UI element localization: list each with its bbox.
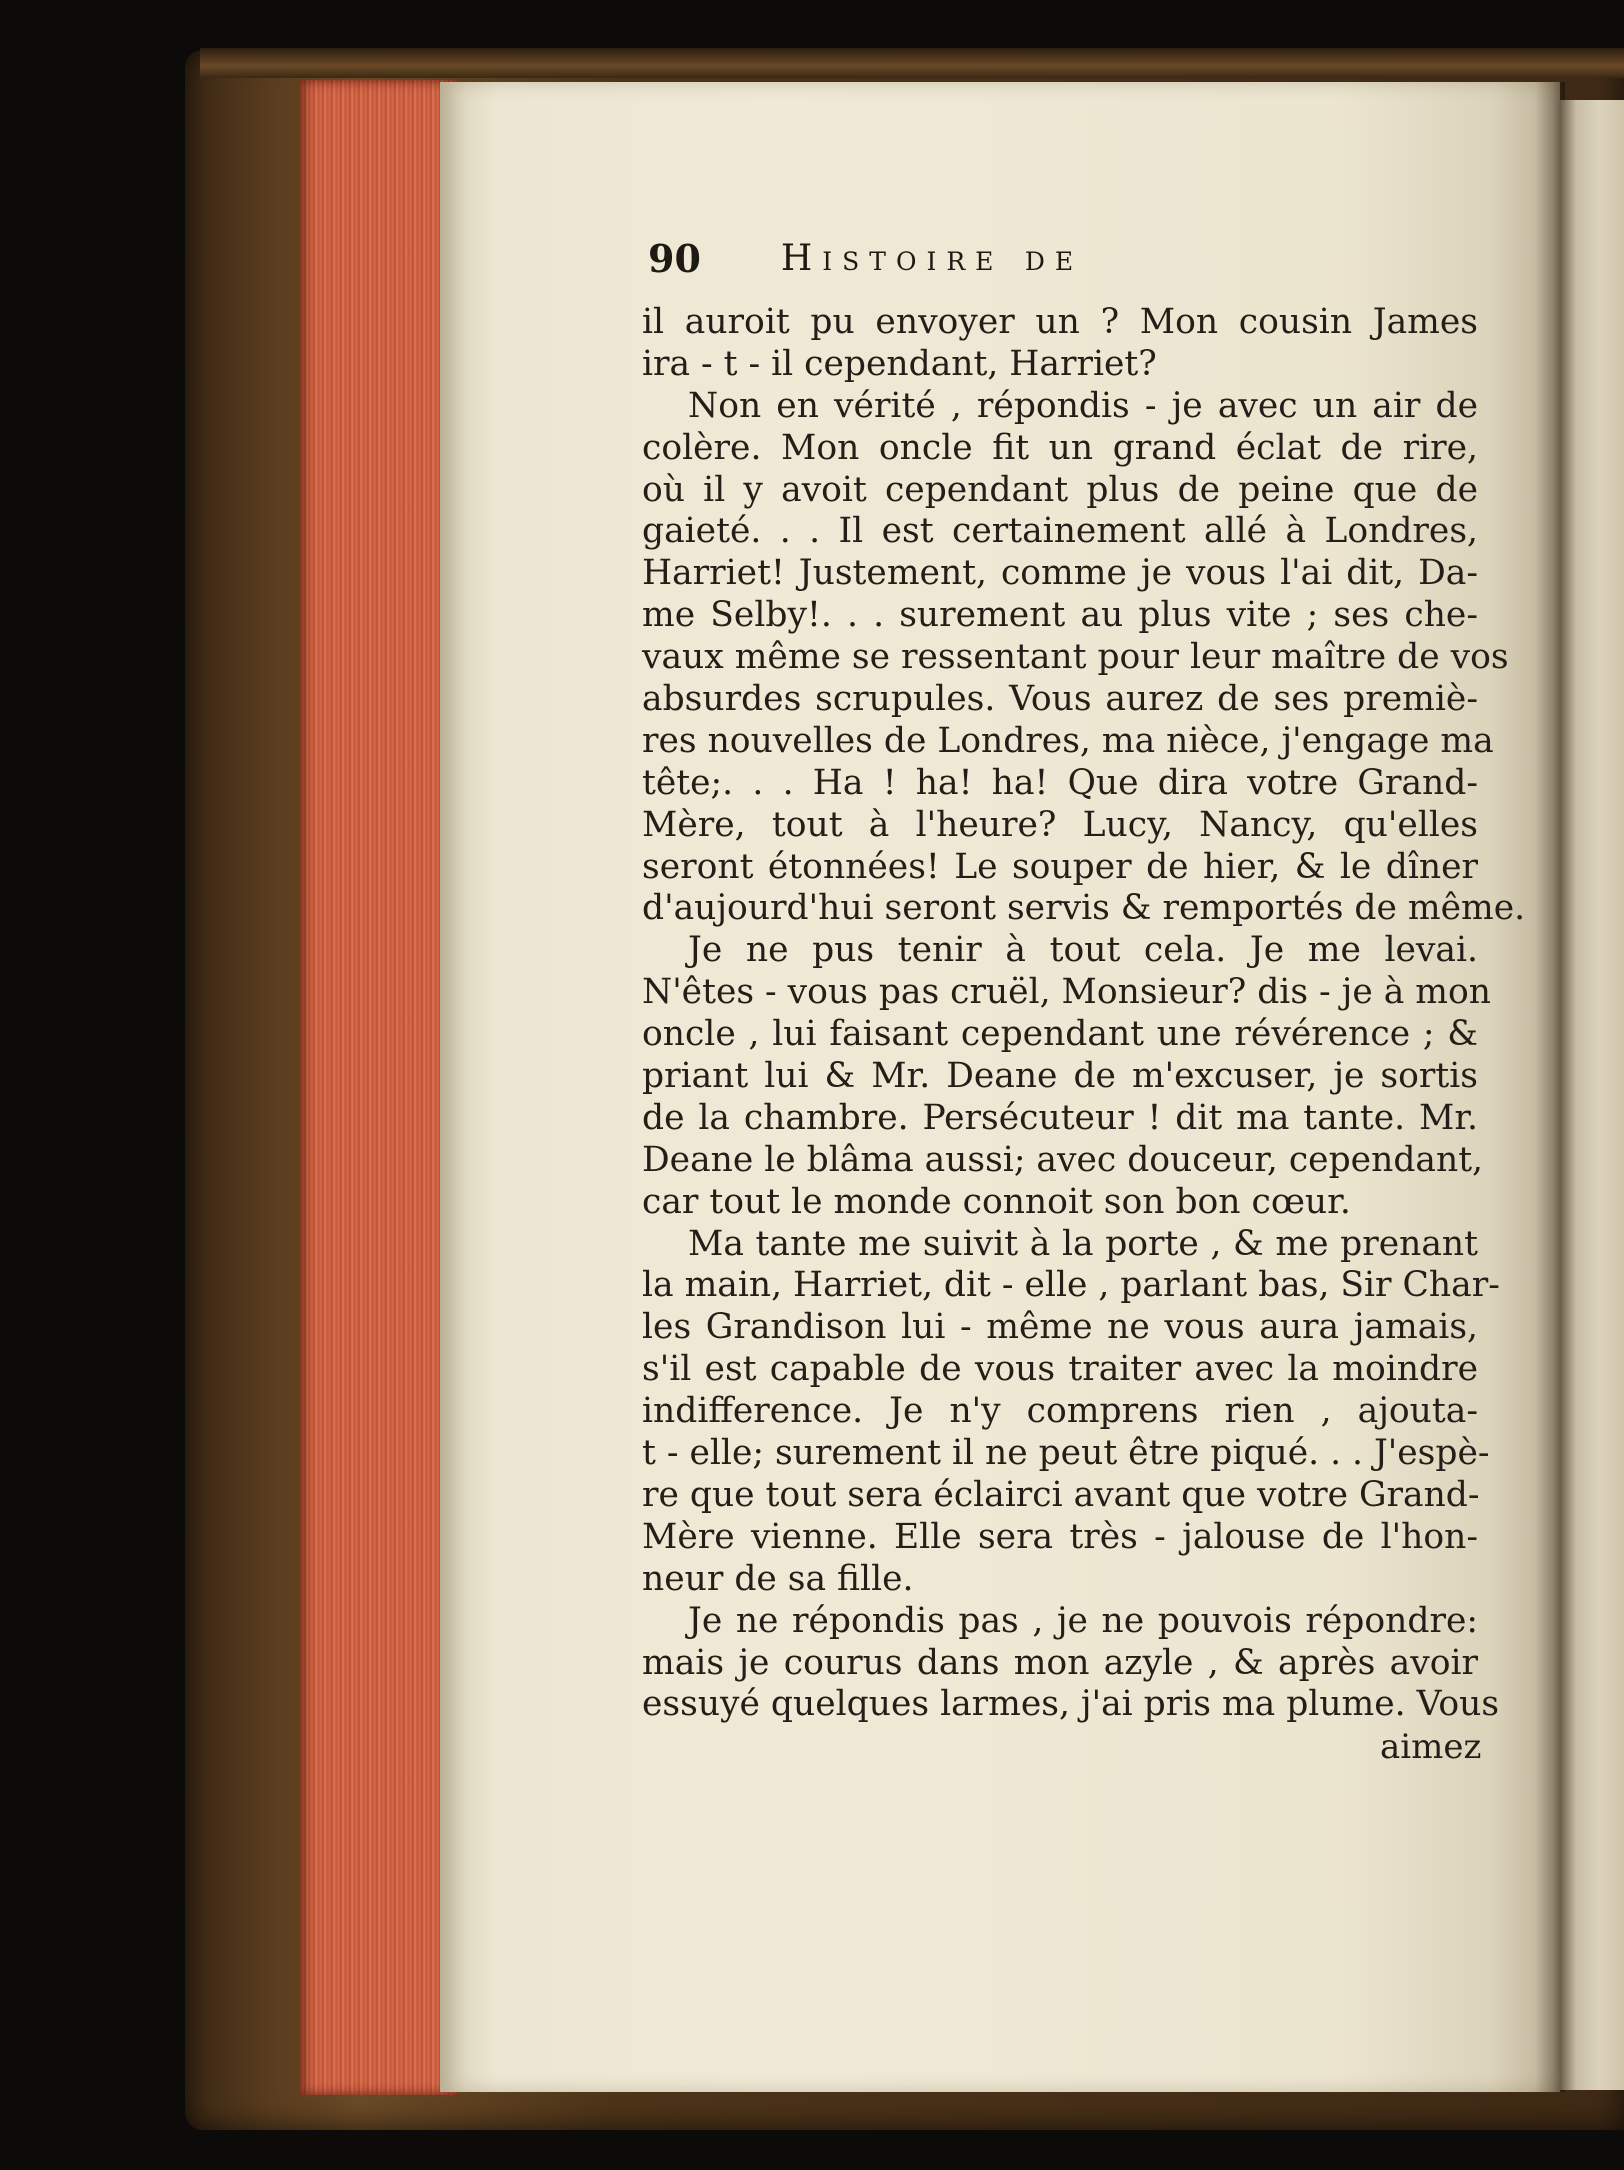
text-line: ira - t - il cependant, Harriet?	[642, 343, 1157, 384]
text-line: Ma tante me suivit à la porte , & me prenant	[688, 1223, 1478, 1264]
book-cover-top-edge	[200, 48, 1624, 78]
text-line: Je ne pus tenir à tout cela. Je me levai.	[688, 930, 1478, 971]
body-text	[642, 302, 1526, 1726]
text-line: re que tout sera éclairci avant que votre Grand-	[642, 1474, 1480, 1515]
text-line: me Selby!. . . surement au plus vite ; ses che-	[642, 595, 1478, 636]
text-line: priant lui & Mr. Deane de m'excuser, je sortis	[642, 1056, 1478, 1097]
running-head	[648, 228, 1548, 288]
text-line: absurdes scrupules. Vous aurez de ses premiè-	[642, 679, 1478, 720]
text-line: indifference. Je n'y comprens rien , ajouta-	[642, 1391, 1478, 1432]
text-line: Je ne répondis pas , je ne pouvois répondre:	[688, 1600, 1478, 1641]
text-line: neur de sa fille.	[642, 1558, 914, 1599]
red-page-edges	[300, 80, 458, 2095]
text-line: seront étonnées! Le souper de hier, & le dîner	[642, 846, 1478, 887]
text-line: il auroit pu envoyer un ? Mon cousin James	[642, 302, 1478, 342]
text-line: car tout le monde connoit son bon cœur.	[642, 1181, 1351, 1222]
text-line: colère. Mon oncle fit un grand éclat de rire,	[642, 427, 1478, 468]
text-line: essuyé quelques larmes, j'ai pris ma plume. Vous	[642, 1684, 1500, 1725]
text-line: s'il est capable de vous traiter avec la moindre	[642, 1349, 1478, 1390]
text-line: t - elle; surement il ne peut être piqué. . . J'espè-	[642, 1433, 1490, 1474]
text-line: de la chambre. Persécuteur ! dit ma tante. Mr.	[642, 1097, 1478, 1138]
catchword: aimez	[1380, 1727, 1482, 1767]
text-line: oncle , lui faisant cependant une révérence ; &	[642, 1014, 1478, 1055]
running-title: Histoire de	[780, 237, 1084, 279]
text-line: Deane le blâma aussi; avec douceur, cependant,	[642, 1139, 1484, 1180]
text-line: tête;. . . Ha ! ha! ha! Que dira votre Grand-	[642, 762, 1478, 803]
text-line: Mère vienne. Elle sera très - jalouse de l'hon-	[642, 1516, 1478, 1557]
text-line: Non en vérité , répondis - je avec un air de	[688, 385, 1478, 426]
text-line: Harriet! Justement, comme je vous l'ai dit, Da-	[642, 553, 1478, 594]
text-line: les Grandison lui - même ne vous aura jamais,	[642, 1307, 1478, 1348]
text-line: Mère, tout à l'heure? Lucy, Nancy, qu'elles	[642, 804, 1478, 845]
page-number: 90	[648, 235, 701, 281]
text-line: res nouvelles de Londres, ma nièce, j'engage ma	[642, 720, 1494, 761]
text-line: d'aujourd'hui seront servis & remportés de même.	[642, 888, 1526, 929]
facing-page-edge	[1560, 100, 1624, 2090]
text-line: la main, Harriet, dit - elle , parlant bas, Sir Char-	[642, 1265, 1500, 1306]
text-line: vaux même se ressentant pour leur maître de vos	[642, 637, 1509, 678]
text-line: N'êtes - vous pas cruël, Monsieur? dis - je à mon	[642, 972, 1491, 1013]
text-line: où il y avoit cependant plus de peine que de	[642, 469, 1478, 510]
text-line: gaieté. . . Il est certainement allé à Londres,	[642, 511, 1478, 552]
text-line: mais je courus dans mon azyle , & après avoir	[642, 1642, 1478, 1683]
